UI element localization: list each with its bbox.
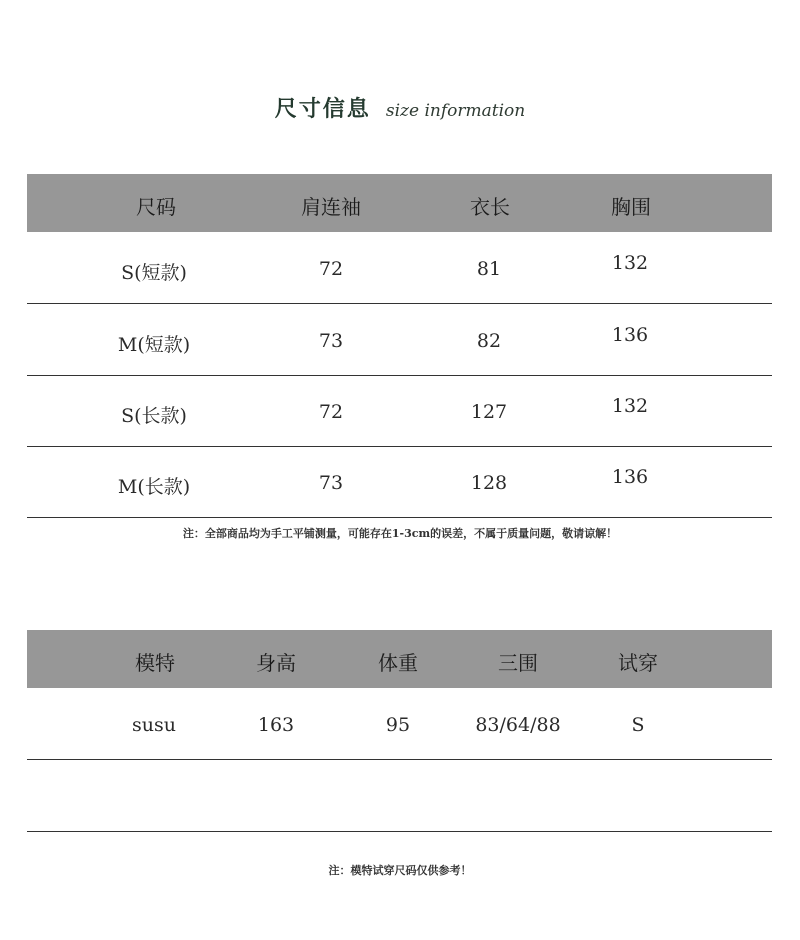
header-sleeve: 肩连袖 xyxy=(301,195,361,219)
header-chest: 胸围 xyxy=(611,195,651,219)
cell-length: 81 xyxy=(476,258,502,280)
header-length: 衣长 xyxy=(470,195,510,219)
cell-height: 163 xyxy=(257,714,295,736)
header-model: 模特 xyxy=(135,651,175,675)
cell-length: 127 xyxy=(470,401,508,423)
cell-chest: 136 xyxy=(611,466,649,488)
table-row-empty xyxy=(27,760,772,832)
cell-sleeve: 73 xyxy=(318,330,344,352)
cell-size: M(长款) xyxy=(117,476,191,498)
model-table-header xyxy=(27,630,772,688)
page-title xyxy=(0,92,800,123)
cell-length: 128 xyxy=(470,472,508,494)
cell-chest: 136 xyxy=(611,324,649,346)
cell-sleeve: 72 xyxy=(318,401,344,423)
cell-size: M(短款) xyxy=(117,334,191,356)
size-table-header xyxy=(27,174,772,232)
header-size: 尺码 xyxy=(136,195,176,219)
cell-size: S(长款) xyxy=(121,405,187,427)
cell-weight: 95 xyxy=(385,714,411,736)
cell-sleeve: 72 xyxy=(318,258,344,280)
model-note: 注：模特试穿尺码仅供参考！ xyxy=(328,864,472,877)
cell-length: 82 xyxy=(476,330,502,352)
table-row xyxy=(27,304,772,376)
cell-sleeve: 73 xyxy=(318,472,344,494)
cell-chest: 132 xyxy=(611,395,649,417)
header-weight: 体重 xyxy=(378,651,418,675)
header-measurements: 三围 xyxy=(498,651,538,675)
header-try-on: 试穿 xyxy=(618,651,658,675)
header-height: 身高 xyxy=(256,651,296,675)
title-chinese: 尺寸信息 xyxy=(274,96,371,122)
cell-chest: 132 xyxy=(611,252,649,274)
cell-try-on: S xyxy=(631,714,645,736)
table-row xyxy=(27,446,772,518)
size-table xyxy=(27,174,772,518)
cell-model: susu xyxy=(132,714,176,736)
title-english: size information xyxy=(385,101,526,121)
model-table xyxy=(27,630,772,832)
table-row xyxy=(27,232,772,304)
table-row xyxy=(27,375,772,447)
measurement-note: 注：全部商品均为手工平铺测量，可能存在1-3cm的误差，不属于质量问题，敬请谅解！ xyxy=(182,527,618,540)
cell-measurements: 83/64/88 xyxy=(475,714,561,736)
table-row xyxy=(27,688,772,760)
cell-size: S(短款) xyxy=(121,262,187,284)
